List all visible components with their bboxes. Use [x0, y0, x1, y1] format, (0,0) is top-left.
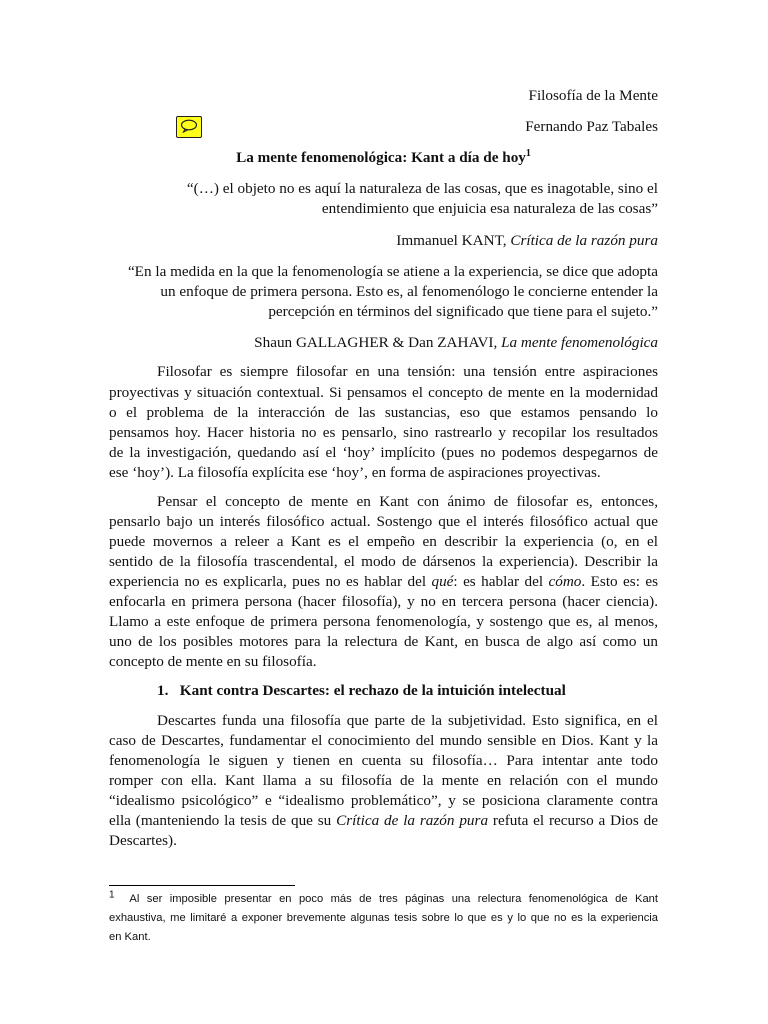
paragraph-line: uno de los posibles motores para la relectura de Kant, en busca de algo así como un [109, 633, 658, 650]
paragraph-line: de la investigación, quedando así el ‘hoy’ implícito (pues no podemos despegarnos de [109, 444, 658, 461]
paragraph-line: puede movernos a releer a Kant es el empeño en describir la experiencia (o, en el [109, 533, 658, 550]
paragraph-line: Pensar el concepto de mente en Kant con ánimo de filosofar es, entonces, [157, 493, 658, 510]
epigraph-line: percepción en términos del significado que tiene para el sujeto.” [268, 303, 658, 320]
epigraph-attribution [109, 231, 658, 251]
paragraph-line: concepto de mente en su filosofía. [109, 653, 317, 670]
paragraph-line: ese ‘hoy’). La filosofía explícita ese ‘hoy’, en forma de aspiraciones proyectivas. [109, 464, 601, 481]
paragraph-line: Descartes funda una filosofía que parte de la subjetividad. Esto significa, en el [157, 712, 658, 729]
paragraph-line: romper con ella. Kant llama a su filosofía de la mente en relación con el mundo [109, 772, 658, 789]
paragraph-line [109, 572, 658, 592]
paragraph-line: pensarlo bajo un interés filosófico actual. Sostengo que el interés filosófico actual que [109, 513, 658, 530]
footnote-number: 1 [109, 889, 115, 901]
title-footnote-ref[interactable]: 1 [525, 147, 531, 159]
emphasis-que: qué [431, 573, 454, 590]
footnote-divider [109, 885, 295, 886]
emphasis-como: cómo [548, 573, 582, 590]
footnote-line: exhaustiva, me limitaré a exponer brevemente algunas tesis sobre lo que es y lo que no es la experiencia [109, 912, 658, 924]
paragraph-line: enfocarla en primera persona (hacer filosofía), y no en tercera persona (hacer ciencia). [109, 593, 658, 610]
paragraph-line: pensamos hoy. Hacer historia no es pensarlo, sino rastrearlo y recopilar los resultados [109, 424, 658, 441]
footnote-line [109, 890, 658, 909]
paragraph-line [109, 811, 658, 831]
text-run: experiencia no es explicarla, pues no es hablar del [109, 573, 432, 590]
text-run: . Esto es: es [581, 573, 658, 590]
epigraph-attribution [109, 333, 658, 353]
paragraph-line: Llamo a este enfoque de primera persona fenomenología, y sostengo que es, al menos, [109, 613, 658, 630]
footnote-line: en Kant. [109, 931, 151, 943]
course-name: Filosofía de la Mente [528, 87, 658, 104]
author-name: Fernando Paz Tabales [525, 118, 658, 135]
paragraph-line: fenomenología le siguen y tienen en cuenta su filosofía… Para intentar ante todo [109, 752, 658, 769]
paragraph-line: o el problema de la interacción de las sustancias, eso que estamos pensando lo [109, 404, 658, 421]
text-run: refuta el recurso a Dios de [488, 812, 659, 829]
attribution-author: Immanuel KANT, [396, 232, 507, 249]
attribution-work: La mente fenomenológica [501, 334, 658, 351]
epigraph-line: “(…) el objeto no es aquí la naturaleza de las cosas, que es inagotable, sino el [186, 180, 658, 197]
work-title: Crítica de la razón pura [336, 812, 489, 829]
paragraph-line: proyectivas y situación contextual. Si pensamos el concepto de mente en la modernidad [109, 384, 658, 401]
epigraph-line: “En la medida en la que la fenomenología se atiene a la experiencia, se dice que adopta [127, 263, 658, 280]
epigraph-line: un enfoque de primera persona. Esto es, al fenomenólogo le concierne entender la [160, 283, 658, 300]
title-text: La mente fenomenológica: Kant a día de hoy [236, 149, 526, 166]
attribution-author: Shaun GALLAGHER & Dan ZAHAVI, [254, 334, 498, 351]
paragraph-line: caso de Descartes, fundamentar el conocimiento del mundo sensible en Dios. Kant y la [109, 732, 658, 749]
paragraph-line: “idealismo psicológico” e “idealismo problemático”, y se posiciona claramente contra [109, 792, 658, 809]
text-run: ella (manteniendo la tesis de que su [109, 812, 337, 829]
text-run: : es hablar del [453, 573, 549, 590]
section-heading [157, 681, 658, 701]
paragraph-line: Filosofar es siempre filosofar en una tensión: una tensión entre aspiraciones [157, 363, 658, 380]
footnote-text: Al ser imposible presentar en poco más de tres páginas una relectura fenomenológica de Kant [129, 893, 658, 905]
page-title [109, 148, 658, 168]
epigraph-line: entendimiento que enjuicia esa naturaleza de las cosas” [321, 200, 658, 217]
paragraph-line: sentido de la filosofía trascendental, el modo de dársenos la experiencia). Describir la [109, 553, 658, 570]
paragraph-line: Descartes). [109, 832, 177, 849]
attribution-work: Crítica de la razón pura [510, 232, 658, 249]
section-title: Kant contra Descartes: el rechazo de la intuición intelectual [179, 682, 566, 699]
section-number: 1. [157, 682, 169, 699]
